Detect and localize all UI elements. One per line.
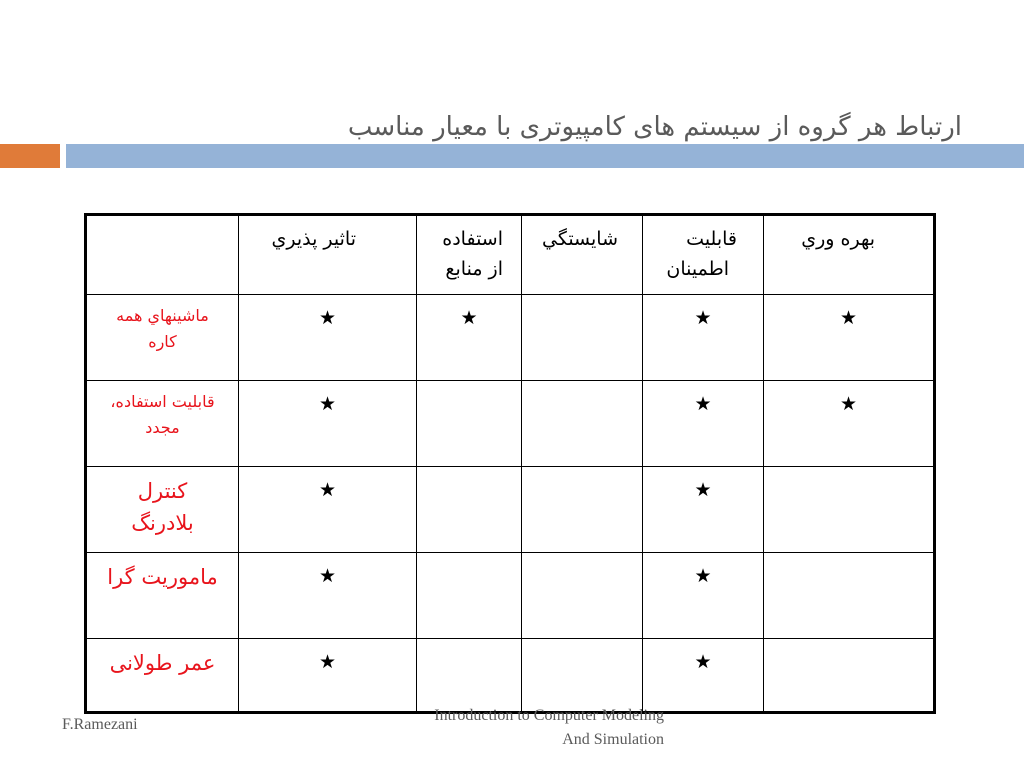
row-label-line2: مجدد bbox=[145, 418, 180, 437]
star-reliability: ★ bbox=[643, 381, 764, 467]
star-productivity: ★ bbox=[764, 381, 935, 467]
star-reliability: ★ bbox=[643, 639, 764, 713]
header-corner-cell bbox=[86, 215, 239, 295]
star-productivity: ★ bbox=[764, 295, 935, 381]
star-fitness bbox=[522, 381, 643, 467]
row-label bbox=[86, 295, 239, 381]
star-reliability: ★ bbox=[643, 467, 764, 553]
star-effectiveness: ★ bbox=[239, 639, 417, 713]
slide-title: ارتباط هر گروه از سیستم های کامپیوتری با معیار مناسب bbox=[347, 112, 962, 142]
header-reliability-line1: قابليت bbox=[686, 228, 737, 250]
row-label bbox=[86, 639, 239, 713]
row-label-line1: ماشينهاي همه bbox=[116, 306, 209, 325]
footer-author: F.Ramezani bbox=[62, 716, 138, 733]
header-reliability bbox=[643, 215, 764, 295]
star-effectiveness: ★ bbox=[239, 467, 417, 553]
star-reliability: ★ bbox=[643, 295, 764, 381]
criteria-table bbox=[84, 213, 936, 714]
star-resource-use bbox=[417, 467, 522, 553]
row-label-line1: کنترل bbox=[137, 479, 188, 503]
table-row bbox=[86, 295, 935, 381]
star-effectiveness: ★ bbox=[239, 553, 417, 639]
star-fitness bbox=[522, 553, 643, 639]
table-row bbox=[86, 467, 935, 553]
header-productivity: بهره وري bbox=[764, 215, 935, 295]
star-resource-use bbox=[417, 639, 522, 713]
footer-course-line2: And Simulation bbox=[562, 731, 664, 748]
star-productivity bbox=[764, 467, 935, 553]
row-label-line1: ماموريت گرا bbox=[107, 565, 218, 589]
header-effectiveness: تاثير پذيري bbox=[239, 215, 417, 295]
footer-course-title bbox=[434, 704, 664, 752]
accent-bar-orange bbox=[0, 144, 60, 168]
star-effectiveness: ★ bbox=[239, 295, 417, 381]
row-label bbox=[86, 381, 239, 467]
row-label-line1: قابليت استفاده، bbox=[110, 392, 215, 411]
row-label-line2: كاره bbox=[148, 332, 177, 351]
star-productivity bbox=[764, 553, 935, 639]
header-resource-use bbox=[417, 215, 522, 295]
row-label bbox=[86, 467, 239, 553]
star-fitness bbox=[522, 467, 643, 553]
table-header-row bbox=[86, 215, 935, 295]
accent-bar-blue bbox=[66, 144, 1024, 168]
star-effectiveness: ★ bbox=[239, 381, 417, 467]
table-row bbox=[86, 381, 935, 467]
row-label bbox=[86, 553, 239, 639]
row-label-line1: عمر طولانی bbox=[109, 651, 216, 675]
star-fitness bbox=[522, 295, 643, 381]
footer-course-line1: Introduction to Computer Modeling bbox=[434, 707, 664, 724]
star-productivity bbox=[764, 639, 935, 713]
header-resource-use-line1: استفاده bbox=[442, 228, 503, 250]
star-resource-use: ★ bbox=[417, 295, 522, 381]
header-fitness: شايستگي bbox=[522, 215, 643, 295]
table-row bbox=[86, 639, 935, 713]
header-resource-use-line2: از منابع bbox=[445, 258, 503, 280]
row-label-line2: بلادرنگ bbox=[131, 511, 194, 535]
table-row bbox=[86, 553, 935, 639]
star-resource-use bbox=[417, 553, 522, 639]
star-resource-use bbox=[417, 381, 522, 467]
star-fitness bbox=[522, 639, 643, 713]
star-reliability: ★ bbox=[643, 553, 764, 639]
header-reliability-line2: اطمينان bbox=[666, 258, 729, 280]
